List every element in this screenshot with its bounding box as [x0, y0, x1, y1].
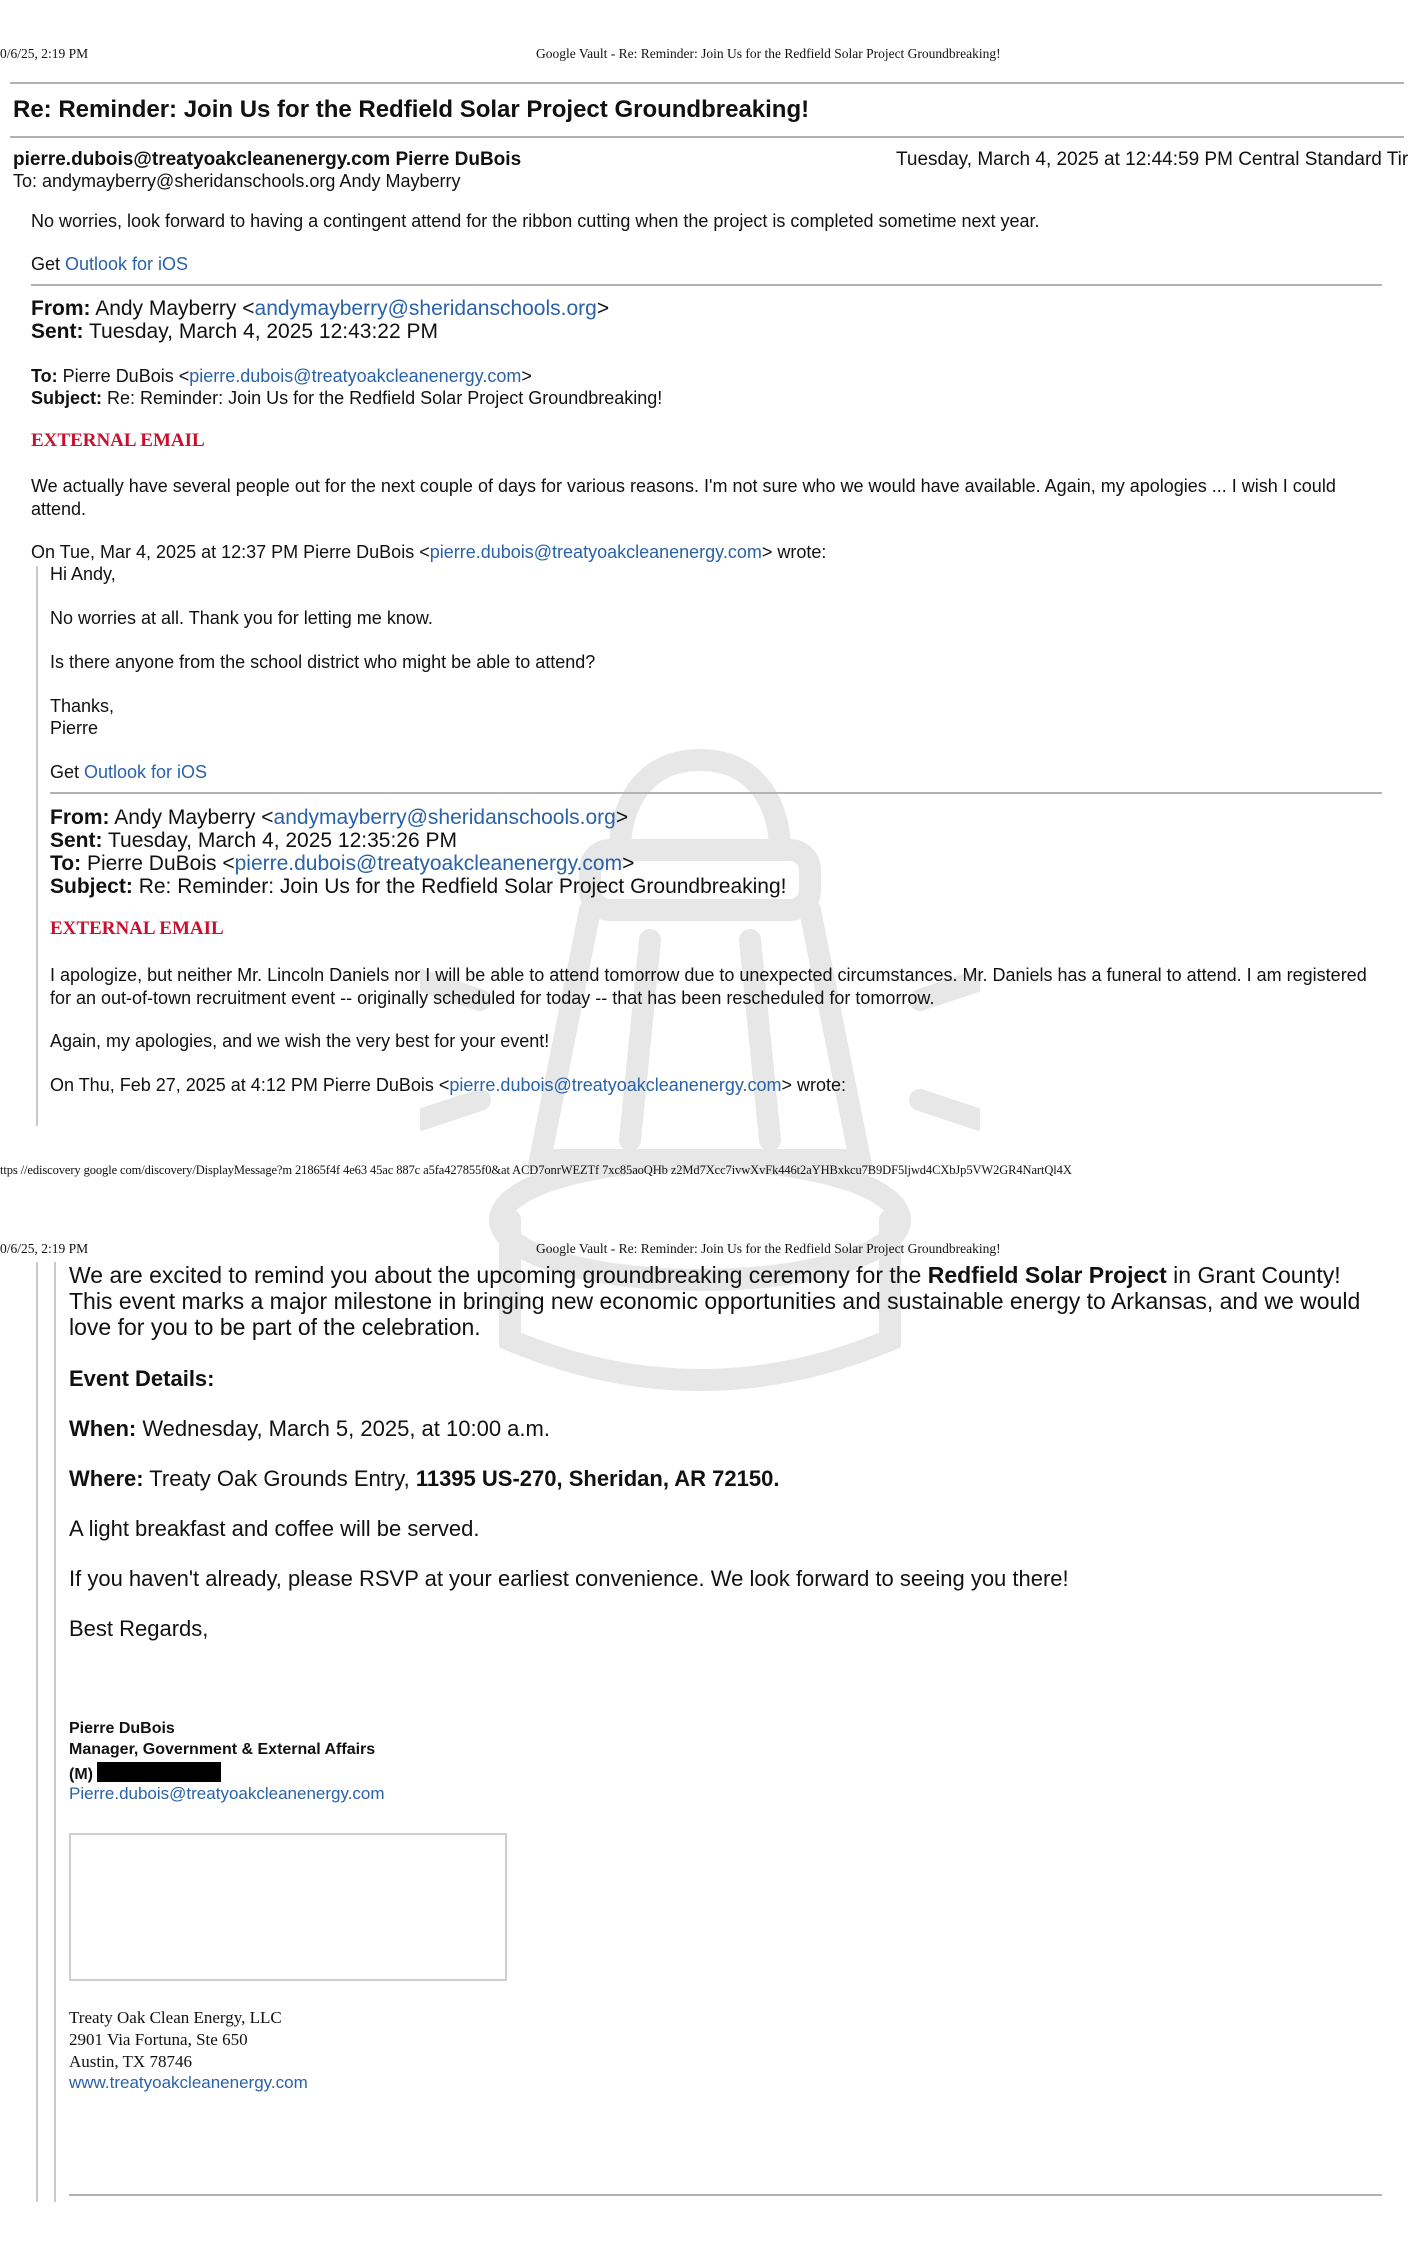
msg2-from-close: >: [596, 297, 610, 320]
print-title: Google Vault - Re: Reminder: Join Us for the Redfield Solar Project Groundbreaking!: [536, 46, 1001, 61]
event-rsvp: If you haven't already, please RSVP at your earliest convenience. We look forward to seeing you there!: [69, 1566, 1069, 1591]
signature-mobile-label: (M): [69, 1766, 93, 1783]
msg3-thanks: Thanks,: [50, 696, 115, 716]
msg3-get-outlook-line: [50, 761, 207, 784]
quote-message-divider: [50, 792, 1382, 794]
msg2-sent-line: [31, 319, 438, 344]
msg4-body: I apologize, but neither Mr. Lincoln Daniels nor I will be able to attend tomorrow due to unexpected circumstances. Mr. Daniels has a funeral to attend. I am registered for an out-of-town recruitment event -- originally scheduled for today -- that has been rescheduled for tomorrow.: [50, 965, 1367, 1008]
msg2-to-name: Pierre DuBois <: [62, 366, 190, 386]
event-where: [69, 1466, 779, 1492]
msg4-sent-line: [50, 828, 457, 853]
msg4-to-email-link[interactable]: pierre.dubois@treatyoakcleanenergy.com: [234, 852, 623, 875]
subject-divider: [10, 136, 1404, 138]
msg2-from-email-link[interactable]: andymayberry@sheridanschools.org: [254, 297, 597, 320]
msg4-from-close: >: [615, 806, 629, 829]
email-subject-title: Re: Reminder: Join Us for the Redfield Solar Project Groundbreaking!: [13, 96, 810, 123]
msg3-line1: No worries at all. Thank you for letting me know.: [50, 608, 433, 628]
event-when-label: When:: [69, 1416, 137, 1441]
msg4-to-label: To:: [50, 852, 82, 875]
msg2-sent-label: Sent:: [31, 320, 84, 343]
recipient-line: To: andymayberry@sheridanschools.org Andy Mayberry: [13, 171, 461, 191]
msg4-wrote-line: [50, 1074, 846, 1097]
msg4-sent-value: Tuesday, March 4, 2025 12:35:26 PM: [107, 829, 458, 852]
msg4-to-close: >: [622, 852, 635, 875]
msg2-to-close: >: [521, 366, 532, 386]
outlook-ios-link[interactable]: Outlook for iOS: [65, 254, 189, 274]
msg2-to-label: To:: [31, 366, 58, 386]
event-where-value: Treaty Oak Grounds Entry,: [143, 1466, 416, 1491]
msg4-from-email-link[interactable]: andymayberry@sheridanschools.org: [273, 806, 616, 829]
get-outlook-line: [31, 253, 188, 276]
msg2-from-line: [31, 296, 609, 321]
quote-bar-2: [36, 1262, 38, 2202]
page2-print-datetime: 0/6/25, 2:19 PM: [0, 1241, 89, 1256]
sender-line: pierre.dubois@treatyoakcleanenergy.com Pierre DuBois: [13, 149, 522, 170]
msg2-to-email-link[interactable]: pierre.dubois@treatyoakcleanenergy.com: [189, 366, 522, 386]
event-intro: [69, 1262, 1389, 1340]
msg2-from-name: Andy Mayberry <: [95, 297, 255, 320]
msg4-subject-line: [50, 874, 787, 899]
event-details-heading: Event Details:: [69, 1366, 215, 1391]
msg2-from-label: From:: [31, 297, 91, 320]
msg2-to-line: [31, 365, 532, 388]
event-intro-part1: We are excited to remind you about the upcoming groundbreaking ceremony for the: [69, 1262, 928, 1288]
msg2-sent-value: Tuesday, March 4, 2025 12:43:22 PM: [88, 320, 439, 343]
footer-url: ttps //ediscovery google com/discovery/DisplayMessage?m 21865f4f 4e63 45ac 887c a5fa427855f0&at ACD7onrWEZTf 7xc85aoQHb z2Md7Xcc7ivwXvFk446t2aYHBxkcu7B9DF5ljwd4CXbJp5VW2GR4NartQl4X: [0, 1163, 1072, 1177]
msg3-outlook-ios-link[interactable]: Outlook for iOS: [84, 762, 208, 782]
header-divider: [10, 82, 1404, 84]
msg2-wrote-line: [31, 541, 826, 564]
company-street: 2901 Via Fortuna, Ste 650: [69, 2030, 248, 2049]
event-intro-part2: in Grant County! This event marks a major milestone in bringing new economic opportunities and sustainable energy to Arkansas, and we would love for you to be part of the celebration.: [69, 1262, 1361, 1340]
signature-name: Pierre DuBois: [69, 1720, 175, 1737]
msg2-wrote-prefix: On Tue, Mar 4, 2025 at 12:37 PM Pierre DuBois <: [31, 542, 430, 562]
sent-datetime: Tuesday, March 4, 2025 at 12:44:59 PM Central Standard Tir: [896, 149, 1409, 170]
msg4-apology: Again, my apologies, and we wish the very best for your event!: [50, 1031, 550, 1051]
event-breakfast: A light breakfast and coffee will be served.: [69, 1516, 480, 1541]
redaction-block: [97, 1762, 221, 1782]
get-prefix: Get: [31, 254, 66, 274]
msg4-from-name: Andy Mayberry <: [114, 806, 274, 829]
msg2-body: We actually have several people out for the next couple of days for various reasons. I'm not sure who we would have available. Again, my apologies ... I wish I could attend.: [31, 476, 1336, 519]
signature-mobile: [69, 1762, 221, 1785]
event-when-value: Wednesday, March 5, 2025, at 10:00 a.m.: [136, 1416, 550, 1441]
company-website-link[interactable]: www.treatyoakcleanenergy.com: [69, 2073, 308, 2092]
msg4-subject-value: Re: Reminder: Join Us for the Redfield Solar Project Groundbreaking!: [138, 875, 787, 898]
msg4-to-line: [50, 851, 634, 876]
company-name: Treaty Oak Clean Energy, LLC: [69, 2008, 282, 2027]
msg2-external-email-warning: EXTERNAL EMAIL: [31, 430, 205, 451]
signature-email-link[interactable]: Pierre.dubois@treatyoakcleanenergy.com: [69, 1784, 385, 1803]
msg2-subject-label: Subject:: [31, 388, 103, 408]
event-where-address: 11395 US-270, Sheridan, AR 72150.: [415, 1466, 780, 1491]
event-where-label: Where:: [69, 1466, 144, 1491]
quote-bar-1: [36, 566, 38, 1126]
signature-image-placeholder: [69, 1833, 507, 1981]
signature-title: Manager, Government & External Affairs: [69, 1741, 376, 1758]
msg4-wrote-prefix: On Thu, Feb 27, 2025 at 4:12 PM Pierre DuBois <: [50, 1075, 450, 1095]
event-when: [69, 1416, 550, 1442]
msg4-sent-label: Sent:: [50, 829, 103, 852]
msg4-from-line: [50, 805, 628, 830]
reply-body: No worries, look forward to having a contingent attend for the ribbon cutting when the project is completed sometime next year.: [31, 211, 1040, 231]
company-city: Austin, TX 78746: [69, 2052, 192, 2071]
msg3-greeting: Hi Andy,: [50, 564, 116, 584]
event-regards: Best Regards,: [69, 1616, 209, 1641]
msg3-line2: Is there anyone from the school district who might be able to attend?: [50, 652, 596, 672]
msg2-subject-value: Re: Reminder: Join Us for the Redfield Solar Project Groundbreaking!: [107, 388, 663, 408]
msg3-name: Pierre: [50, 718, 99, 738]
msg4-wrote-suffix: > wrote:: [781, 1075, 847, 1095]
message-divider: [31, 284, 1382, 286]
event-project-name: Redfield Solar Project: [927, 1262, 1167, 1288]
msg2-wrote-email-link[interactable]: pierre.dubois@treatyoakcleanenergy.com: [429, 542, 762, 562]
msg4-from-label: From:: [50, 806, 110, 829]
msg4-to-name: Pierre DuBois <: [86, 852, 235, 875]
msg4-wrote-email-link[interactable]: pierre.dubois@treatyoakcleanenergy.com: [449, 1075, 782, 1095]
bottom-divider: [69, 2194, 1382, 2196]
msg2-subject-line: [31, 387, 662, 410]
msg3-get-prefix: Get: [50, 762, 85, 782]
quote-bar-3: [54, 1262, 56, 2202]
msg4-subject-label: Subject:: [50, 875, 133, 898]
msg2-wrote-suffix: > wrote:: [761, 542, 827, 562]
print-datetime: 0/6/25, 2:19 PM: [0, 46, 89, 61]
page2-print-title: Google Vault - Re: Reminder: Join Us for the Redfield Solar Project Groundbreaking!: [536, 1241, 1001, 1256]
msg4-external-email-warning: EXTERNAL EMAIL: [50, 918, 224, 939]
